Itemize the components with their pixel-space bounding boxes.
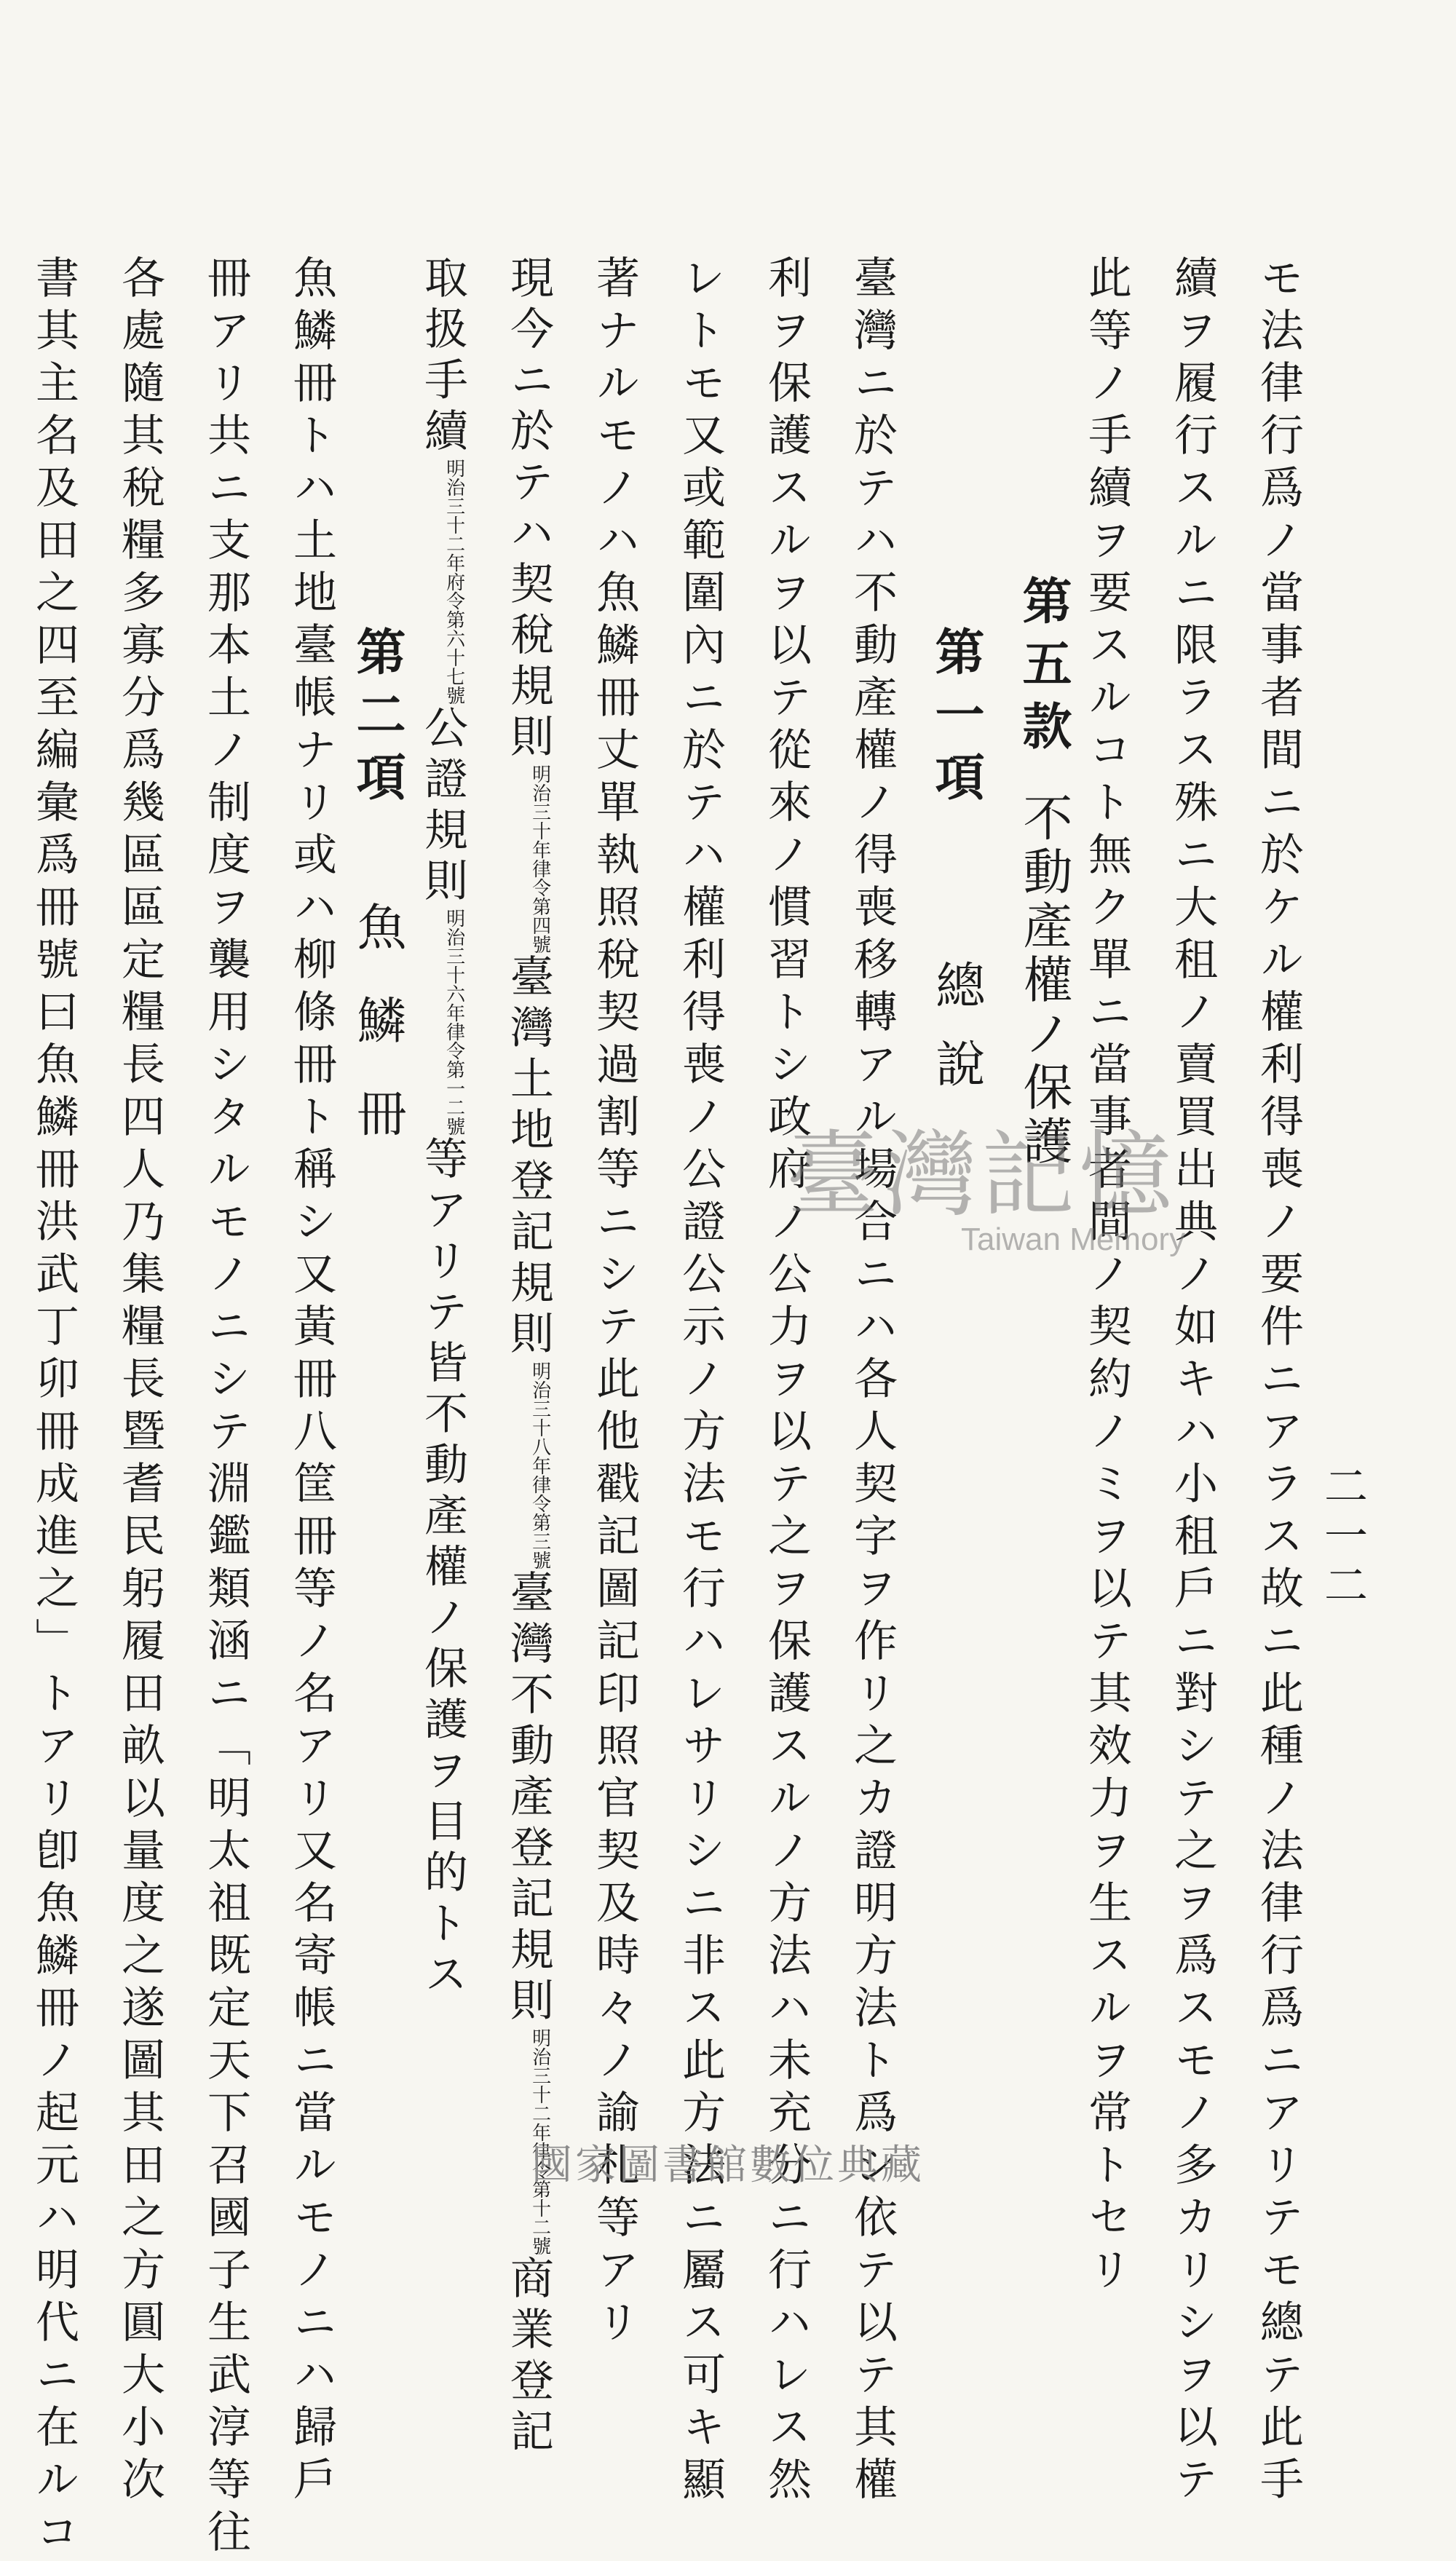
item-two-column-1: 魚鱗冊トハ土地臺帳ナリ或ハ柳條冊ト稱シ又黃冊八筐冊等ノ名アリ又名寄帳ニ當ルモノニハ歸戶: [286, 255, 337, 2509]
line-procedure-part-c: 等アリテ皆不動產權ノ保護ヲ目的トス: [417, 1136, 468, 2002]
taiwan-memory-watermark: [786, 1121, 1194, 1281]
item-one-column-1: 臺灣ニ於テハ不動產權ノ得喪移轉アル場合ニハ各人契字ヲ作リ之カ證明方法ト爲シ依テ以テ其權: [847, 255, 898, 2509]
item-one-title: 總說: [927, 959, 985, 1117]
item-two-column-3: 各處隨其稅糧多寡分爲幾區區定糧長四人乃集糧長暨耆民躬履田畝以量度之遂圖其田之方圓大小次: [114, 255, 165, 2509]
item-one-column-2: 利ヲ保護スルヲ以テ從來ノ慣習トシ政府ノ公力ヲ以テ之ヲ保護スルノ方法ハ未充分ニ行ハレス然: [761, 255, 812, 2509]
law-note-3: 明治三十二年律令第十二號: [529, 2028, 551, 2255]
item-one-column-6: [415, 255, 470, 2002]
item-one-number: 第一項: [927, 626, 985, 814]
line-current-part-c: 臺灣不動產登記規則: [503, 1570, 554, 2028]
item-one-column-4: 著ナルモノハ魚鱗冊丈單執照稅契過割等ニシテ此他戳記圖記印照官契及時々ノ諭札等アリ: [589, 255, 640, 2351]
line-procedure-part-a: 取扱手續: [417, 255, 468, 459]
page-number: 二一二: [1317, 1463, 1368, 1612]
item-two-heading: [349, 626, 405, 1281]
law-note-1: 明治三十年律令第四號: [529, 764, 551, 954]
law-note-4: 明治三十二年府令第六十七號: [443, 459, 465, 705]
item-two-title: 魚鱗冊: [349, 901, 406, 1181]
text-column-2: 續ヲ履行スルニ限ラス殊ニ大租ノ賣買出典ノ如キハ小租戶ニ對シテ之ヲ爲スモノ多カリシヲ以テ: [1167, 255, 1218, 2509]
text-column-3: 此等ノ手續ヲ要スルコト無ク單ニ當事者間ノ契約ノミヲ以テ其效力ヲ生スルヲ常トセリ: [1081, 255, 1132, 2299]
line-procedure-part-b: 公證規則: [417, 705, 468, 909]
item-two-column-4: 書其主名及田之四至編彙爲冊號曰魚鱗冊洪武丁卯冊成進之」トアリ卽魚鱗冊ノ起元ハ明代ニ在ルコ: [28, 255, 79, 2561]
section-number: 第五款: [1014, 575, 1072, 763]
law-note-2: 明治三十八年律令第三號: [529, 1361, 551, 1570]
watermark-subtitle: Taiwan Memory: [961, 1222, 1186, 1257]
text-column-1: モ法律行爲ノ當事者間ニ於ケル權利得喪ノ要件ニアラス故ニ此種ノ法律行爲ニアリテモ總テ此手: [1253, 255, 1304, 2509]
item-one-column-3: レトモ又或範圍內ニ於テハ權利得喪ノ公證公示ノ方法モ行ハレサリシニ非ス此方法ニ屬ス可キ顯: [675, 255, 726, 2509]
law-note-5: 明治三十六年律令第一二號: [443, 909, 465, 1136]
section-title: 不動產權ノ保護: [1015, 792, 1072, 1169]
item-one-column-5: [501, 255, 556, 2459]
line-current-part-b: 臺灣土地登記規則: [503, 954, 554, 1361]
line-current-part-d: 商業登記: [503, 2255, 554, 2459]
line-current-part-a: 現今ニ於テハ契稅規則: [503, 255, 554, 764]
watermark-text: 臺灣記憶: [786, 1121, 1177, 1230]
item-two-number: 第二項: [348, 626, 406, 814]
item-two-column-2: 冊アリ共ニ支那本土ノ制度ヲ襲用シタルモノニシテ淵鑑類涵ニ「明太祖既定天下召國子生武淳等往: [200, 255, 251, 2561]
library-footer-stamp: 國家圖書館數位典藏: [531, 2142, 925, 2189]
